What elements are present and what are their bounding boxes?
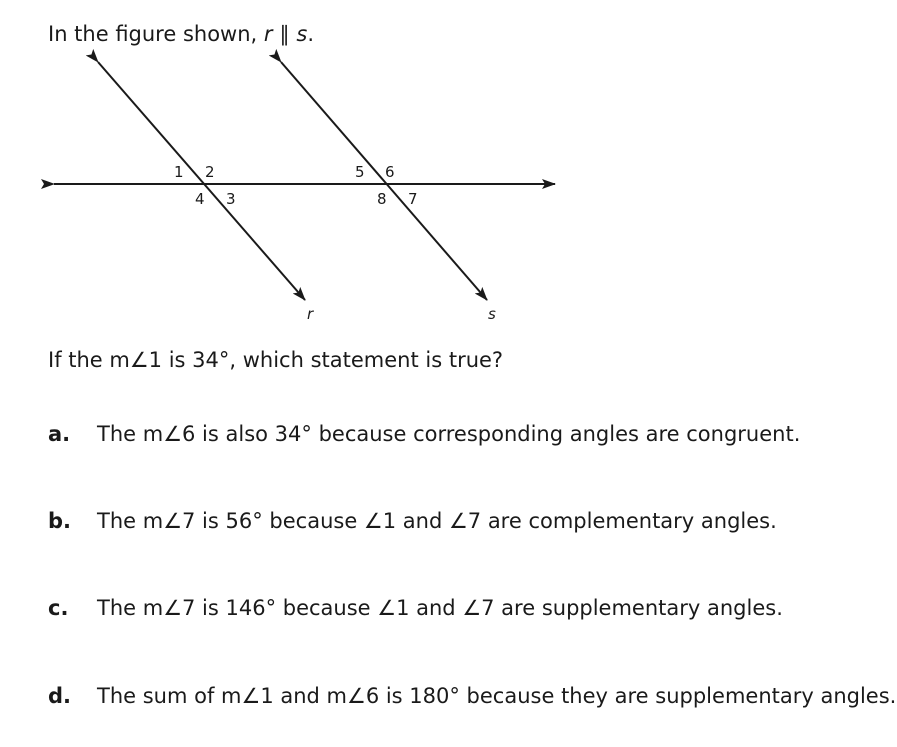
choice-text: The m∠6 is also 34° because corresponding angles are congruent.: [97, 422, 801, 446]
line-r: [98, 62, 305, 300]
choice-letter: d.: [48, 684, 72, 708]
parallel-lines-figure: [0, 0, 897, 340]
line-r-label: r: [307, 305, 314, 323]
choice-letter: b.: [48, 509, 72, 533]
angle-label-4: 4: [195, 190, 205, 208]
angle-label-2: 2: [205, 163, 215, 181]
choice-b[interactable]: [48, 509, 777, 533]
choice-c[interactable]: [48, 596, 783, 620]
choice-text: The m∠7 is 146° because ∠1 and ∠7 are supplementary angles.: [97, 596, 783, 620]
line-s-ref: s: [296, 22, 308, 46]
choice-text: The sum of m∠1 and m∠6 is 180° because they are supplementary angles.: [97, 684, 897, 708]
choice-d[interactable]: [48, 684, 896, 708]
line-s-label: s: [488, 305, 496, 323]
line-s: [281, 62, 487, 300]
angle-label-6: 6: [385, 163, 395, 181]
angle-label-1: 1: [174, 163, 184, 181]
choice-letter: a.: [48, 422, 71, 446]
angle-label-8: 8: [377, 190, 387, 208]
choice-text: The m∠7 is 56° because ∠1 and ∠7 are complementary angles.: [97, 509, 777, 533]
intro-text: In the figure shown, r ∥ s.: [48, 22, 315, 46]
angle-label-7: 7: [408, 190, 418, 208]
choice-a[interactable]: [48, 422, 800, 446]
angle-label-3: 3: [226, 190, 236, 208]
choice-letter: c.: [48, 596, 69, 620]
angle-label-5: 5: [355, 163, 365, 181]
line-r-ref: r: [263, 22, 273, 46]
question-text: If the m∠1 is 34°, which statement is true?: [48, 348, 504, 372]
